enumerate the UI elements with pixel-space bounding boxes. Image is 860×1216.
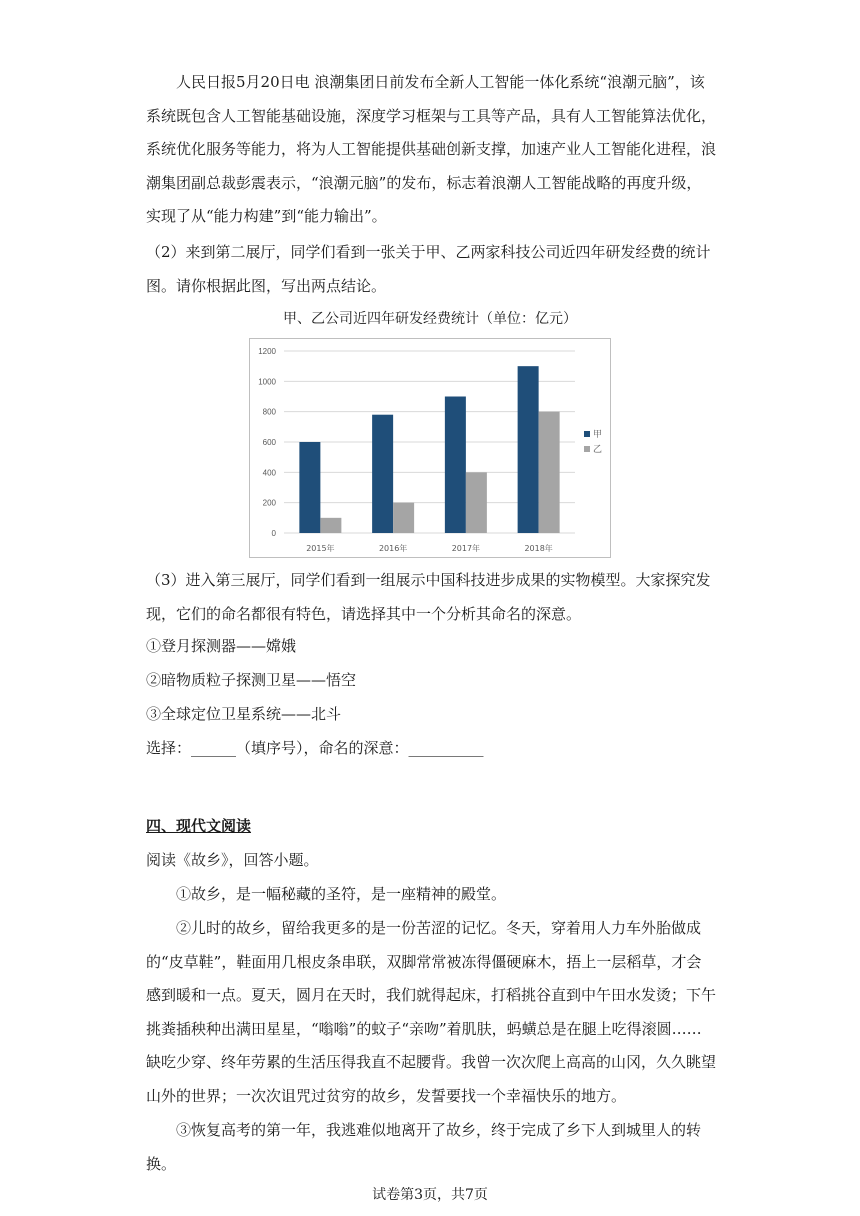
bar-乙-2015年 xyxy=(320,518,341,533)
bar-乙-2018年 xyxy=(539,412,560,533)
reading-paragraph-2: ②儿时的故乡，留给我更多的是一份苦涩的记忆。冬天，穿着用人力车外胎做成的“皮草鞋”，鞋面用几根皮条串联，双脚常常被冻得僵硬麻木，捂上一层稻草，才会感到暖和一点。夏天，圆月在天时，我们就得起床，打稻挑谷直到中午田水发烫；下午挑粪插秧种出满田星星，“嗡嗡”的蚊子“亲吻”着肌肤，蚂蟥总是在腿上吃得滚圆……缺吃少穿、终年劳累的生活压得我直不起腰背。我曾一次次爬上高高的山冈，久久眺望山外的世界；一次次诅咒过贫穷的故乡，发誓要找一个幸福快乐的地方。 xyxy=(146,919,717,1105)
question-3: （3）进入第三展厅，同学们看到一组展示中国科技进步成果的实物模型。大家探究发现，它们的命名都很有特色，请选择其中一个分析其命名的深意。 xyxy=(146,571,711,623)
bar-chart-svg xyxy=(250,339,610,557)
reading-intro: 阅读《故乡》，回答小题。 xyxy=(146,851,319,869)
section-heading: 四、现代文阅读 xyxy=(146,817,252,835)
news-paragraph: 人民日报5月20日电 浪潮集团日前发布全新人工智能一体化系统“浪潮元脑”，该系统既包含人工智能基础设施，深度学习框架与工具等产品，具有人工智能算法优化，系统优化服务等能力，将为人工智能提供基础创新支撑，加速产业人工智能化进程，浪潮集团副总裁彭震表示，“浪潮元脑”的发布，标志着浪潮人工智能战略的再度升级，实现了从“能力构建”到“能力输出”。 xyxy=(146,73,717,225)
bar-chart xyxy=(249,338,611,558)
bar-甲-2015年 xyxy=(299,442,320,533)
x-tick-label: 2018年 xyxy=(524,544,553,553)
y-tick-label: 1000 xyxy=(258,377,276,387)
bar-甲-2018年 xyxy=(518,366,539,533)
y-tick-label: 1200 xyxy=(258,347,276,356)
answer-line: 选择：______（填序号），命名的深意：__________ xyxy=(146,739,484,757)
page-footer: 试卷第3页，共7页 xyxy=(372,1187,488,1203)
bar-乙-2017年 xyxy=(466,472,487,533)
legend-swatch-甲 xyxy=(584,431,590,437)
legend-swatch-乙 xyxy=(584,446,590,452)
option-3: ③全球定位卫星系统——北斗 xyxy=(146,705,342,723)
option-1: ①登月探测器——嫦娥 xyxy=(146,637,297,655)
reading-paragraph-3: ③恢复高考的第一年，我逃难似地离开了故乡，终于完成了乡下人到城里人的转换。 xyxy=(146,1121,702,1173)
y-tick-label: 800 xyxy=(262,407,276,417)
x-tick-label: 2015年 xyxy=(306,544,335,553)
bar-甲-2017年 xyxy=(445,397,466,534)
y-tick-label: 200 xyxy=(262,498,276,508)
bar-乙-2016年 xyxy=(393,503,414,533)
y-tick-label: 0 xyxy=(271,529,276,538)
legend-label: 甲 xyxy=(593,430,603,440)
legend-label: 乙 xyxy=(593,445,603,455)
x-tick-label: 2017年 xyxy=(451,544,481,553)
reading-paragraph-1: ①故乡，是一幅秘藏的圣符，是一座精神的殿堂。 xyxy=(176,885,507,903)
bar-甲-2016年 xyxy=(372,415,393,533)
y-tick-label: 400 xyxy=(262,468,276,478)
chart-title: 甲、乙公司近四年研发经费统计（单位：亿元） xyxy=(283,311,577,327)
y-tick-label: 600 xyxy=(262,438,276,447)
option-2: ②暗物质粒子探测卫星——悟空 xyxy=(146,671,357,689)
x-tick-label: 2016年 xyxy=(378,544,408,553)
question-2: （2）来到第二展厅，同学们看到一张关于甲、乙两家科技公司近四年研发经费的统计图。请你根据此图，写出两点结论。 xyxy=(146,243,711,295)
